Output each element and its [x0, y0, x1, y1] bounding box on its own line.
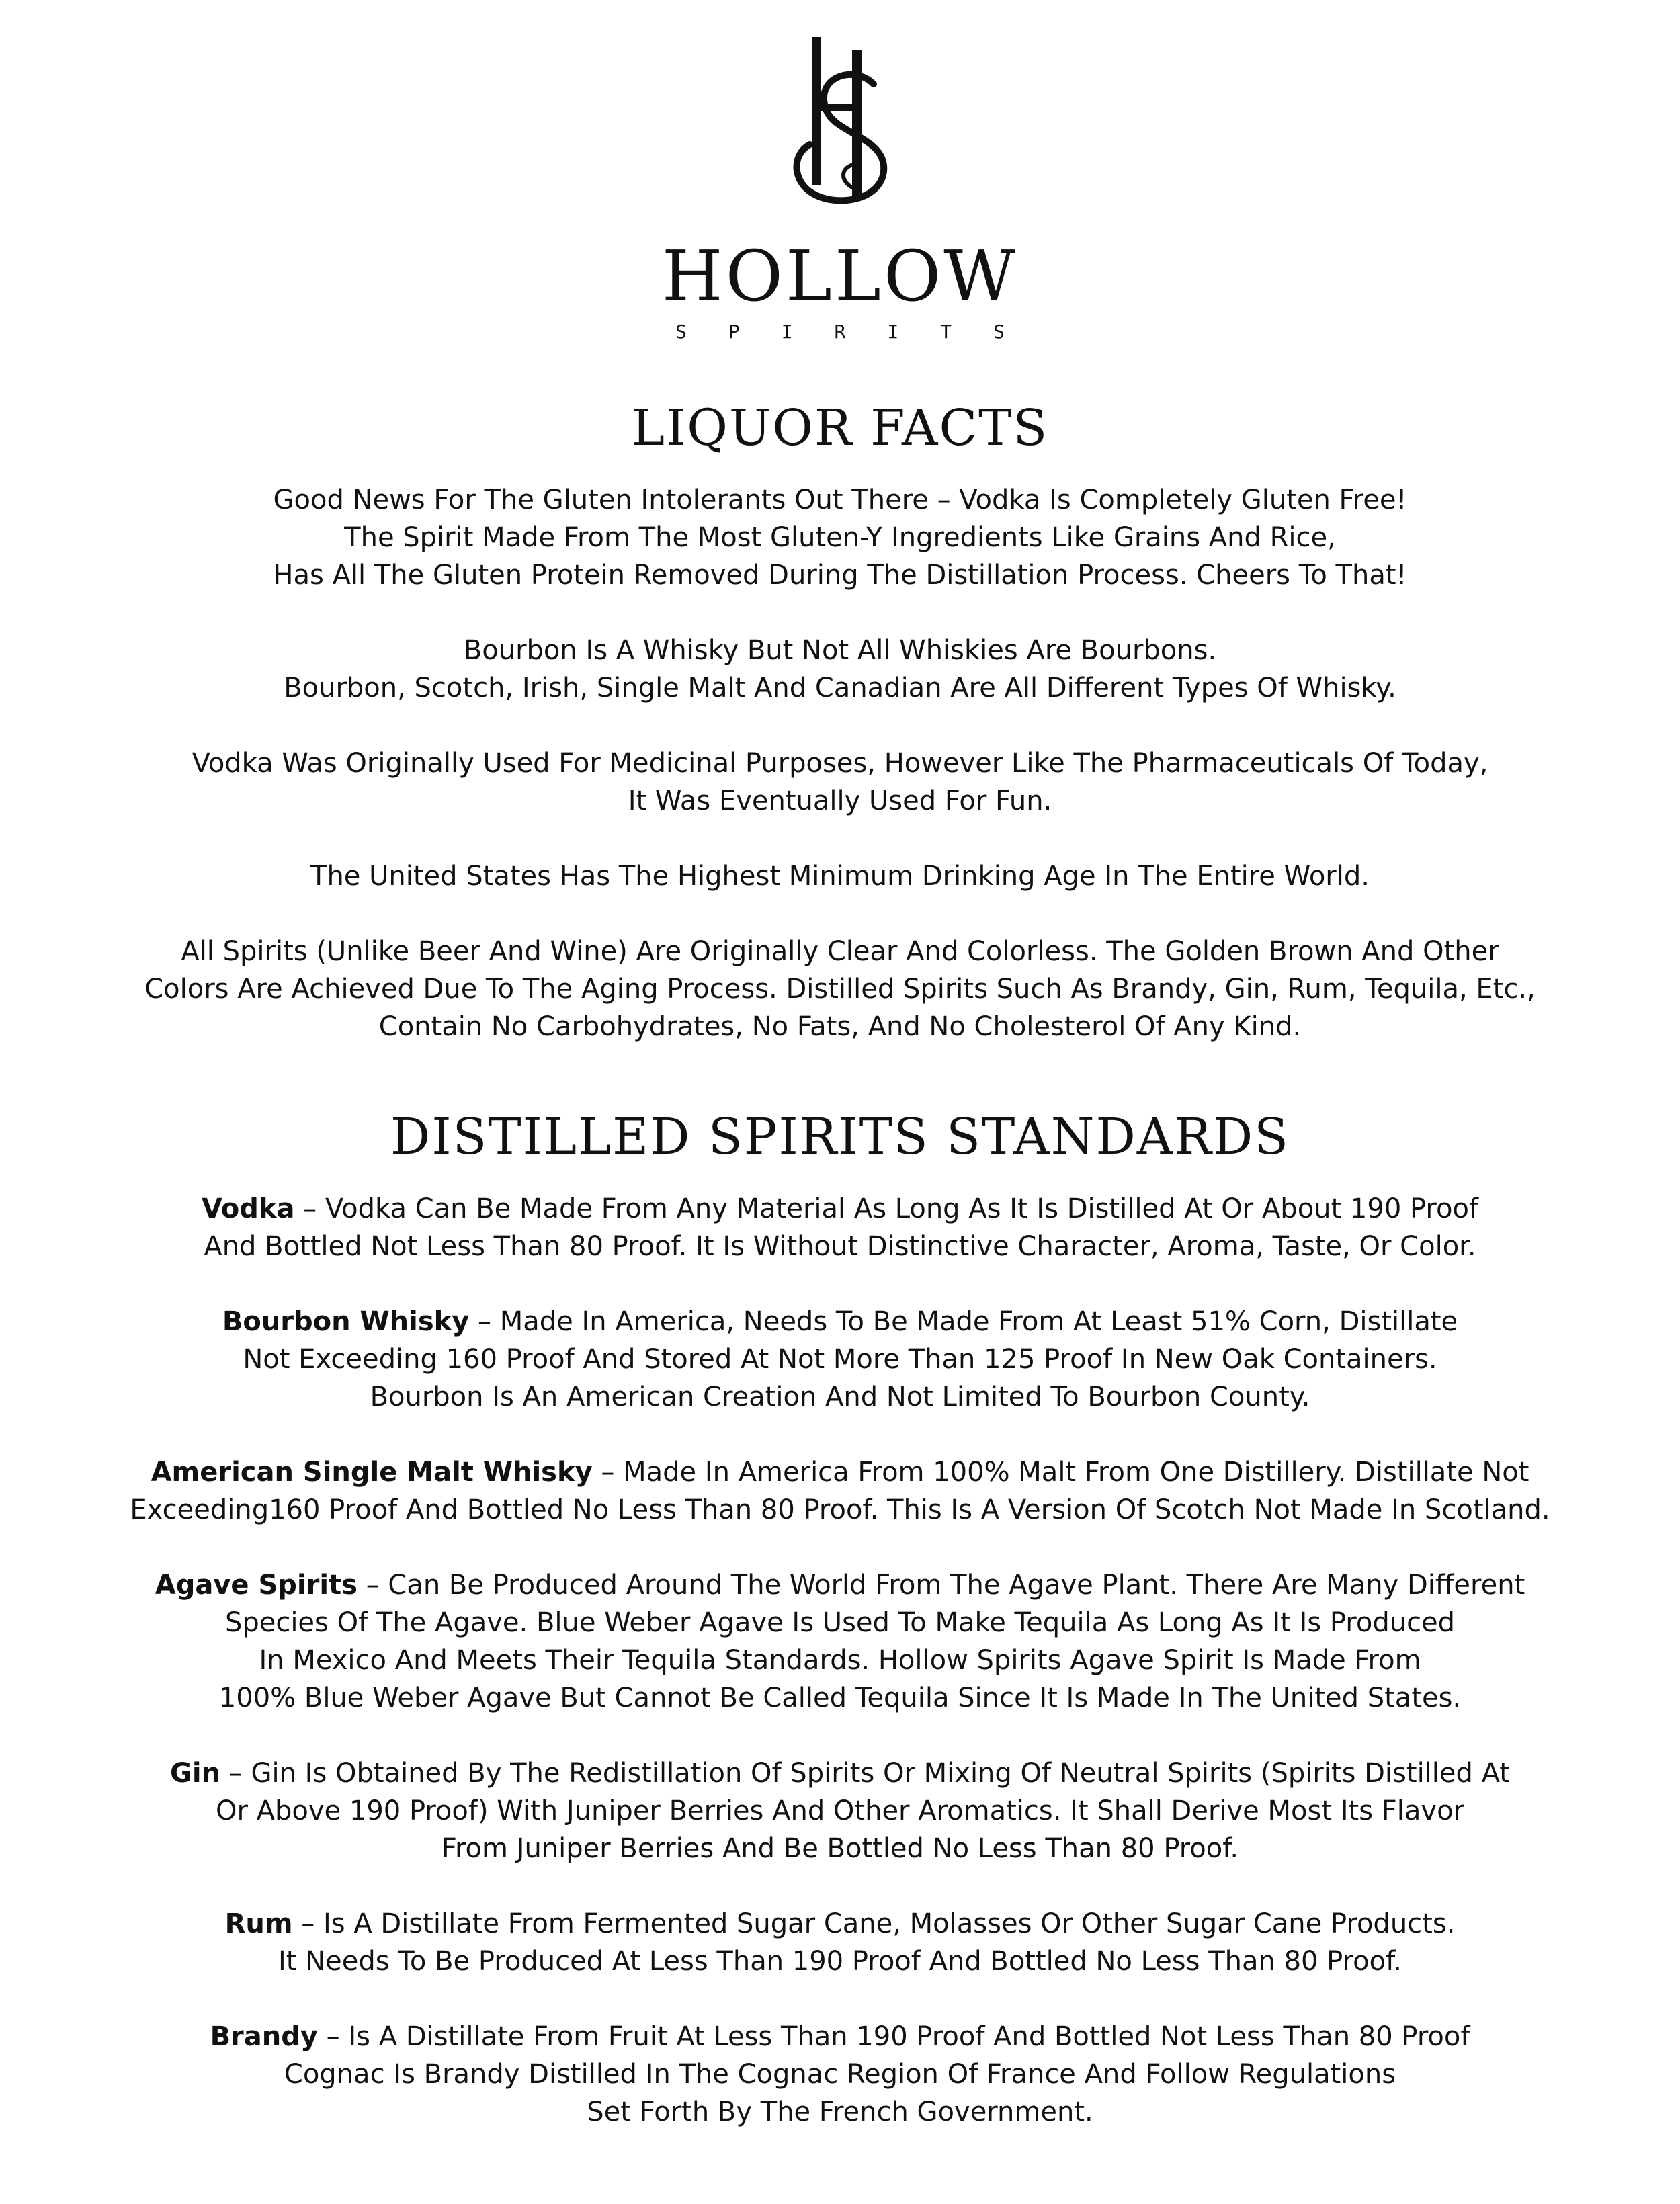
standard-entry: [60, 1303, 1620, 1416]
fact-line: The Spirit Made From The Most Gluten-Y Ingredients Like Grains And Rice,: [344, 522, 1336, 553]
fact-paragraph: [60, 857, 1620, 895]
standard-description: – Is A Distillate From Fruit At Less Than 190 Proof And Bottled Not Less Than 80 Proof: [317, 2021, 1470, 2052]
standard-description: – Can Be Produced Around The World From The Agave Plant. There Are Many Different: [357, 1570, 1525, 1601]
standard-term: Gin: [170, 1758, 221, 1789]
standard-line: Or Above 190 Proof) With Juniper Berries And Other Aromatics. It Shall Derive Most Its Flavor: [216, 1795, 1464, 1826]
fact-line: It Was Eventually Used For Fun.: [628, 786, 1052, 816]
standard-description: – Made In America From 100% Malt From One Distillery. Distillate Not: [592, 1457, 1529, 1488]
standard-term: Brandy: [210, 2021, 318, 2052]
standard-first-line: [60, 1453, 1620, 1491]
hs-monogram-icon: [773, 37, 907, 212]
fact-line: Contain No Carbohydrates, No Fats, And No Cholesterol Of Any Kind.: [378, 1011, 1302, 1042]
fact-line: Bourbon, Scotch, Irish, Single Malt And Canadian Are All Different Types Of Whisky.: [284, 673, 1396, 704]
fact-line: Bourbon Is A Whisky But Not All Whiskies Are Bourbons.: [463, 635, 1217, 666]
standard-line: Exceeding160 Proof And Bottled No Less Than 80 Proof. This Is A Version Of Scotch Not Made In Scotland.: [130, 1494, 1550, 1525]
standard-term: Agave Spirits: [155, 1570, 358, 1601]
standard-first-line: [60, 1754, 1620, 1792]
standard-entry: [60, 2018, 1620, 2131]
standard-line: From Juniper Berries And Be Bottled No Less Than 80 Proof.: [441, 1833, 1239, 1864]
fact-paragraph: [60, 745, 1620, 820]
fact-paragraph: [60, 481, 1620, 594]
standard-term: American Single Malt Whisky: [151, 1457, 593, 1488]
standards-list: [0, 1190, 1680, 2131]
standard-line: In Mexico And Meets Their Tequila Standards. Hollow Spirits Agave Spirit Is Made From: [259, 1645, 1421, 1676]
fact-line: The United States Has The Highest Minimum Drinking Age In The Entire World.: [310, 861, 1370, 892]
standard-line: Species Of The Agave. Blue Weber Agave Is Used To Make Tequila As Long As It Is Produced: [224, 1607, 1456, 1638]
facts-list: [0, 481, 1680, 1046]
standards-section: [0, 1108, 1680, 2168]
standard-first-line: [60, 1566, 1620, 1604]
standard-entry: [60, 1566, 1620, 1717]
standard-entry: [60, 1905, 1620, 1980]
standard-description: – Vodka Can Be Made From Any Material As Long As It Is Distilled At Or About 190 Proof: [294, 1193, 1478, 1224]
standard-line: And Bottled Not Less Than 80 Proof. It Is Without Distinctive Character, Aroma, Taste, Or Color.: [204, 1231, 1476, 1262]
standard-description: – Gin Is Obtained By The Redistillation Of Spirits Or Mixing Of Neutral Spirits (Spirits Distilled At: [220, 1758, 1510, 1789]
standard-first-line: [60, 1303, 1620, 1341]
standard-line: Cognac Is Brandy Distilled In The Cognac Region Of France And Follow Regulations: [284, 2059, 1396, 2090]
fact-paragraph: [60, 632, 1620, 707]
standard-entry: [60, 1190, 1620, 1265]
fact-line: Colors Are Achieved Due To The Aging Process. Distilled Spirits Such As Brandy, Gin, Rum, Tequila, Etc.,: [144, 974, 1536, 1005]
fact-line: Has All The Gluten Protein Removed During The Distillation Process. Cheers To That!: [273, 560, 1407, 591]
standard-first-line: [60, 1190, 1620, 1228]
brand-subtitle: SPIRITS: [675, 321, 1046, 343]
standard-description: – Is A Distillate From Fermented Sugar Cane, Molasses Or Other Sugar Cane Products.: [292, 1908, 1456, 1939]
fact-paragraph: [60, 933, 1620, 1046]
standard-line: Not Exceeding 160 Proof And Stored At Not More Than 125 Proof In New Oak Containers.: [243, 1344, 1437, 1375]
standard-line: Set Forth By The French Government.: [587, 2096, 1093, 2127]
fact-line: All Spirits (Unlike Beer And Wine) Are Originally Clear And Colorless. The Golden Brown And Other: [181, 936, 1499, 967]
brand-name: HOLLOW: [661, 235, 1019, 317]
standards-title: DISTILLED SPIRITS STANDARDS: [390, 1108, 1290, 1166]
standard-term: Rum: [224, 1908, 293, 1939]
standard-term: Vodka: [201, 1193, 295, 1224]
liquor-facts-section: [0, 399, 1680, 1083]
standard-description: – Made In America, Needs To Be Made From At Least 51% Corn, Distillate: [469, 1306, 1458, 1337]
standard-first-line: [60, 2018, 1620, 2055]
standard-first-line: [60, 1905, 1620, 1943]
fact-line: Good News For The Gluten Intolerants Out There – Vodka Is Completely Gluten Free!: [273, 484, 1407, 515]
standard-entry: [60, 1754, 1620, 1867]
standard-line: 100% Blue Weber Agave But Cannot Be Called Tequila Since It Is Made In The United States.: [218, 1683, 1462, 1713]
standard-line: It Needs To Be Produced At Less Than 190 Proof And Bottled No Less Than 80 Proof.: [278, 1946, 1402, 1977]
fact-line: Vodka Was Originally Used For Medicinal Purposes, However Like The Pharmaceuticals Of Today,: [192, 748, 1488, 779]
brand-logo: [0, 37, 1680, 343]
standard-entry: [60, 1453, 1620, 1529]
standard-line: Bourbon Is An American Creation And Not Limited To Bourbon County.: [370, 1382, 1310, 1412]
liquor-facts-title: LIQUOR FACTS: [631, 399, 1049, 457]
standard-term: Bourbon Whisky: [222, 1306, 470, 1337]
